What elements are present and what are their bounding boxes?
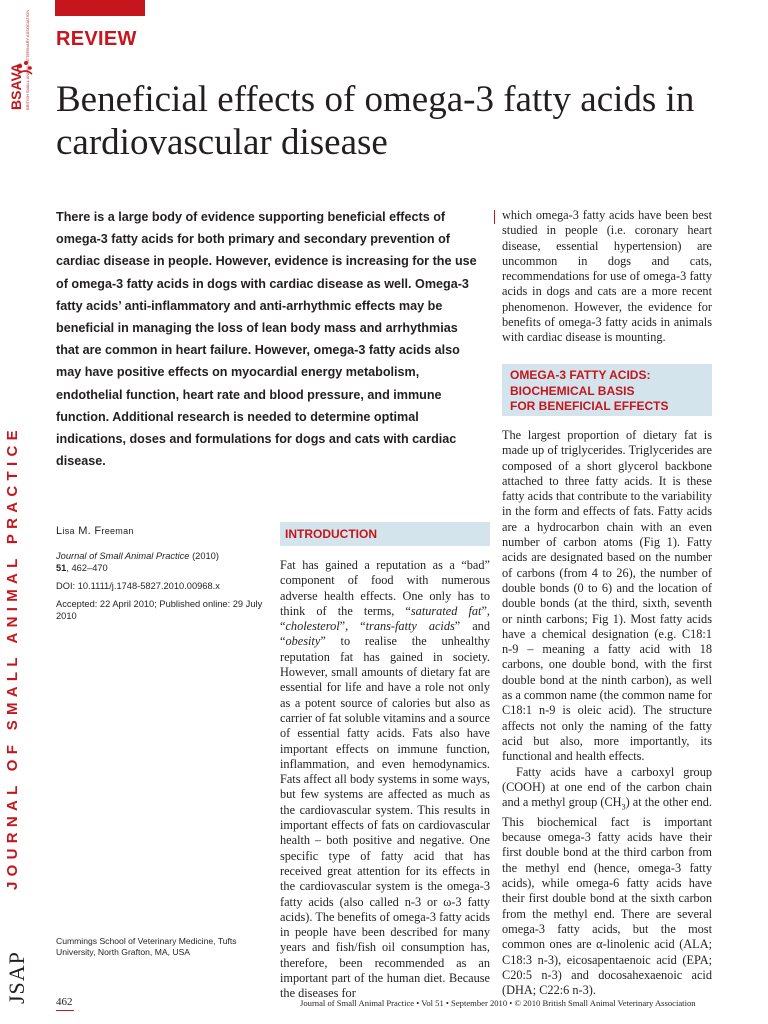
journal-spine-title: JOURNAL OF SMALL ANIMAL PRACTICE	[4, 425, 21, 890]
author-affiliation: Cummings School of Veterinary Medicine, Tufts University, North Grafton, MA, USA	[56, 936, 237, 957]
citation: Journal of Small Animal Practice (2010) 51, 462–470	[56, 551, 219, 573]
column-divider-mark	[494, 210, 495, 224]
bsava-logo-subtitle: BRITISH SMALL ANIMAL VETERINARY ASSOCIATION	[25, 10, 30, 110]
bsava-logo: BSAVA	[8, 63, 24, 110]
introduction-text: Fat has gained a reputation as a “bad” component of food with numerous adverse health effects. One only has to think of the terms, “saturated fat”, “cholesterol”, “trans-fatty acids” and “obesity” to realise the unhealthy reputation fat has gained in society. However, small amounts of dietary fat are essential for life and have a role not only as a potent source of calories but also as carrier of fat soluble vitamins and a source of essential fatty acids. Fats also have important effects on immune function, inflammation, and even hemodynamics. Fats affect all body systems in some ways, but few systems are affected as much as the cardiovascular system. This results in important effects of fats on cardiovascular health – both positive and negative. One specific type of fatty acid that has received great attention for its effects in the cardiovascular system is the omega-3 fatty acids (also called n-3 or ω-3 fatty acids). The benefits of omega-3 fatty acids in people have been described for many years and fish/fish oil consumption has, therefore, been recommended as an important part of the human diet. Because the diseases for	[280, 558, 490, 1001]
running-footer: Journal of Small Animal Practice • Vol 51 • September 2010 • © 2010 British Small Animal Veterinary Association	[300, 998, 696, 1008]
doi-link[interactable]: DOI: 10.1111/j.1748-5827.2010.00968.x	[56, 581, 220, 591]
biochemical-basis-heading: OMEGA-3 FATTY ACIDS: BIOCHEMICAL BASIS FOR BENEFICIAL EFFECTS	[502, 364, 712, 416]
article-title: Beneficial effects of omega-3 fatty acids in cardiovascular disease	[56, 79, 695, 163]
top-accent-bar	[55, 0, 145, 16]
introduction-heading-box	[280, 522, 490, 546]
biochemical-basis-text	[502, 428, 712, 998]
page-number: 462	[56, 996, 73, 1008]
introduction-heading: INTRODUCTION	[285, 527, 377, 541]
author-name: Lisa M. Freeman	[56, 525, 134, 537]
paragraph: The largest proportion of dietary fat is made up of triglycerides. Triglycerides are composed of a short glycerol backbone attached to three fatty acids. It is these fatty acids that contribute to the variability in the form and effects of fats. Fatty acids are a hydrocarbon chain with an even number of carbon atoms (Fig 1). Fatty acids are designated based on the number of carbons (from 4 to 26), the number of double bonds (0 to 6) and the location of double bonds (at the third, sixth, seventh or ninth carbons; Fig 1). Most fatty acids have a chemical designation (e.g. C18:1 n-9 – meaning a fatty acid with 18 carbons, one double bond, with the first double bond at the ninth carbon), as well as a common name (the common name for C18:1 n-9 is oleic acid). The structure affects not only the naming of the fatty acid but also, more importantly, its functional and health effects.	[502, 428, 713, 764]
jsap-logo: JSAP	[4, 951, 29, 1004]
publication-dates: Accepted: 22 April 2010; Published online: 29 July 2010	[56, 599, 263, 621]
introduction-text-continued: which omega-3 fatty acids have been best studied in people (i.e. coronary heart disease, essential hypertension) are uncommon in dogs and cats, recommendations for use of omega-3 fatty acids in dogs and cats are a more recent phenomenon. However, the evidence for benefits of omega-3 fatty acids in animals with cardiac disease is mounting.	[502, 208, 712, 345]
page-number-underline	[56, 1010, 74, 1011]
abstract: There is a large body of evidence supporting beneficial effects of omega-3 fatty acids for both primary and secondary prevention of cardiac disease in people. However, evidence is increasing for the use of omega-3 fatty acids in dogs with cardiac disease as well. Omega-3 fatty acids’ anti-inflammatory and anti-arrhythmic effects may be beneficial in managing the loss of lean body mass and arrhythmias that are common in heart failure. However, omega-3 fatty acids also may have positive effects on myocardial energy metabolism, endothelial function, heart rate and blood pressure, and immune function. Additional research is needed to determine optimal indications, doses and formulations for dogs and cats with cardiac disease.	[56, 210, 477, 469]
article-type-label: REVIEW	[56, 28, 137, 50]
paragraph: Fatty acids have a carboxyl group (COOH) at one end of the carbon chain and a methyl group $(CH_3)$ at the other end. This biochemical fact is important because omega-3 fatty acids have their first double bond at the third carbon from the methyl end (hence, omega-3 fatty acids), while omega-6 fatty acids have their first double bond at the sixth carbon from the methyl end. There are several omega-3 fatty acids, but the most common ones are α-linolenic acid (ALA; C18:3 n-3), eicosapentaenoic acid (EPA; C20:5 n-3) and docosahexaenoic acid (DHA; C22:6 n-3).	[502, 764, 713, 998]
